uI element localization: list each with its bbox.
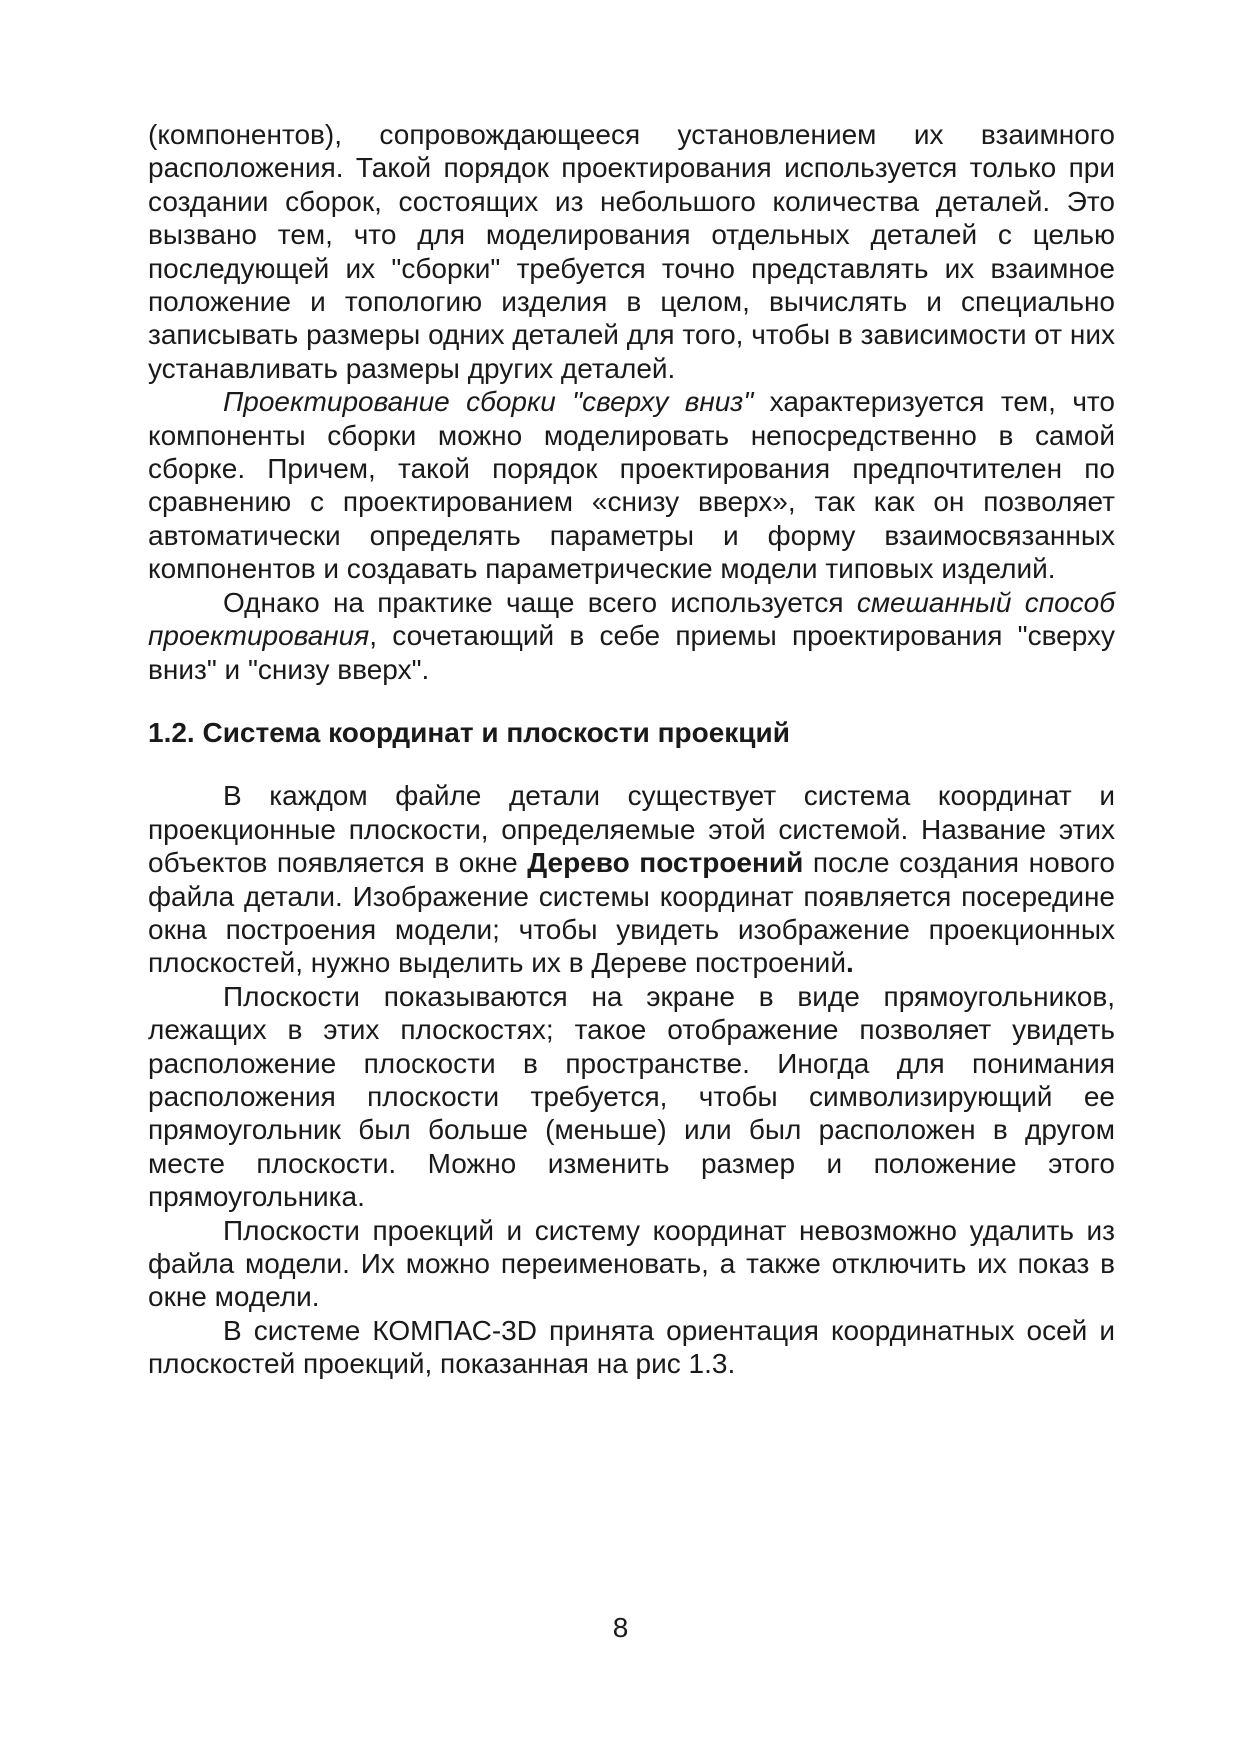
paragraph-text: Плоскости показываются на экране в виде прямоугольников, лежащих в этих плоскостях; такое отображение позволяет увидеть расположение плоскости в пространстве. Иногда для понимания расположения плоскости требуется, чтобы символизирующий ее прямоугольник был больше (меньше) или был расположен в другом месте плоскости. Можно изменить размер и положение этого прямоугольника.	[148, 980, 1115, 1213]
paragraph-text: Плоскости проекций и систему координат невозможно удалить из файла модели. Их можно переименовать, а также отключить их показ в окне модели.	[148, 1214, 1115, 1313]
italic-term-mixed: смешанный способ проектирования	[148, 586, 1116, 652]
paragraph-coordinate-system	[148, 779, 1115, 979]
paragraph-mixed-method	[148, 586, 1115, 686]
paragraph-text: (компонентов), сопровождающееся установлением их взаимного расположения. Такой порядок проектирования используется только при создании сборок, состоящих из небольшого количества деталей. Это вызвано тем, что для моделирования отдельных деталей с целью последующей их "сборки" требуется точно представлять их взаимное положение и топологию изделия в целом, вычислять и специально записывать размеры одних деталей для того, чтобы в зависимости от них устанавливать размеры других деталей.	[148, 119, 1115, 384]
paragraph-top-down	[148, 385, 1115, 585]
paragraph-planes-display	[148, 980, 1115, 1214]
paragraph-lead: В каждом файле детали существует система координат и проекционные плоскости, определяемые этой системой. Название этих объектов появляется в окне	[148, 780, 1115, 879]
paragraph-text: В системе КОМПАС-3D принята ориентация координатных осей и плоскостей проекций, показанная на рис 1.3.	[148, 1314, 1115, 1380]
paragraph-components	[148, 118, 1115, 385]
text-block	[148, 118, 1115, 1381]
page-number: 8	[612, 1612, 629, 1643]
italic-term-top-down: Проектирование сборки "сверху вниз"	[223, 386, 754, 418]
bold-period: .	[845, 947, 854, 979]
bold-term-tree: Дерево построений	[527, 847, 804, 879]
paragraph-kompas-orientation	[148, 1314, 1115, 1381]
paragraph-planes-delete	[148, 1214, 1115, 1314]
paragraph-lead: Однако на практике чаще всего используется	[223, 586, 857, 618]
paragraph-text: , сочетающий в себе приемы проектирования "сверху вниз" и "снизу вверх".	[148, 620, 1115, 685]
section-heading: 1.2. Система координат и плоскости проекций	[148, 716, 790, 748]
paragraph-text: характеризуется тем, что компоненты сборки можно моделировать непосредственно в самой сборке. Причем, такой порядок проектирования предпочтителен по сравнению с проектированием «снизу вверх», так как он позволяет автоматически определять параметры и форму взаимосвязанных компонентов и создавать параметрические модели типовых изделий.	[148, 386, 1115, 585]
paragraph-text: после создания нового файла детали. Изображение системы координат появляется посередине окна построения модели; чтобы увидеть изображение проекционных плоскостей, нужно выделить их в Дереве построений	[148, 847, 1116, 979]
